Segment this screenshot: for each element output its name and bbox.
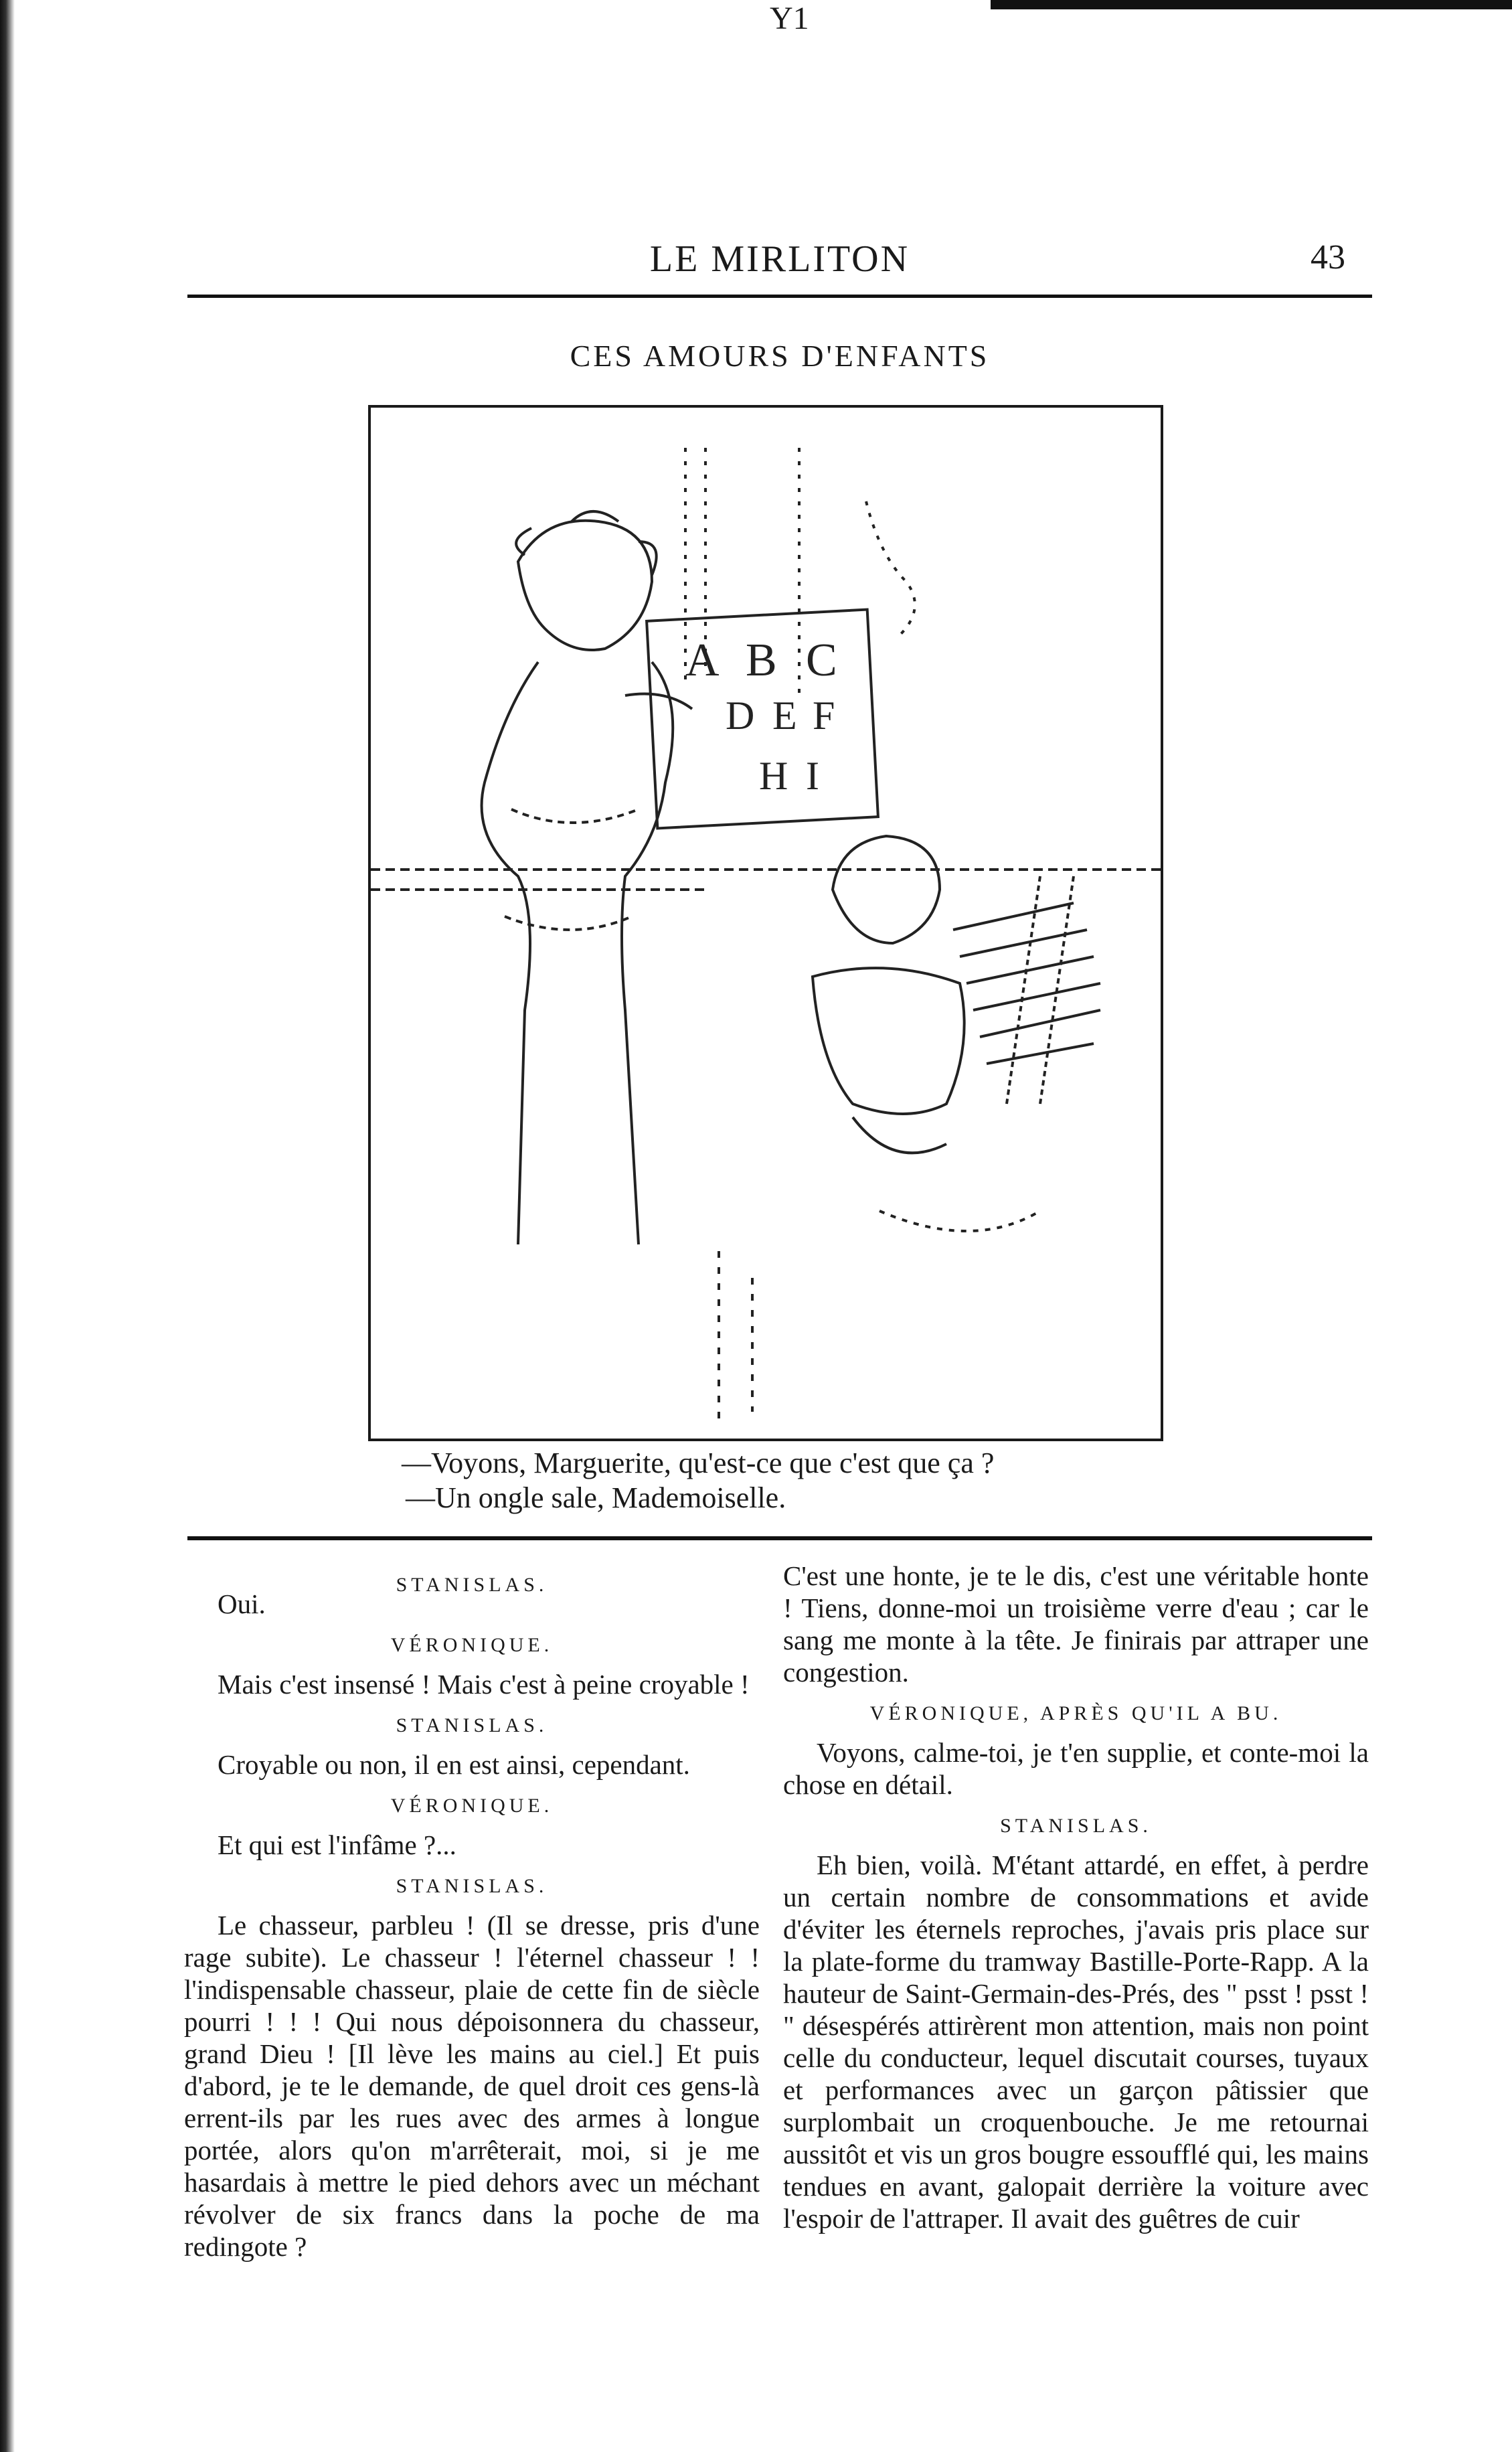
caption-line: —Un ongle sale, Mademoiselle.	[406, 1481, 786, 1514]
chart-letter-h: H	[759, 754, 788, 798]
speaker-name: VÉRONIQUE, APRÈS QU'IL A BU.	[869, 1702, 1282, 1724]
page-number: 43	[1311, 238, 1345, 276]
dialogue-paragraph: Croyable ou non, il en est ainsi, cependant.	[218, 1749, 690, 1780]
caption-line: —Voyons, Marguerite, qu'est-ce que c'est que ça ?	[402, 1447, 995, 1479]
dialogue-paragraph: Eh bien, voilà. M'étant attardé, en effet, à perdre un certain nombre de consommations et avide d'éviter les éternels reproches, j'avais pris place sur la plate-forme du tramway Bastille-Porte-Rapp. A la hauteur de Saint-Germain-des-Prés, des " psst ! psst ! " désespérés attirèrent mon attention, mais non point celle du conducteur, lequel discutait courses, tuyaux et performances avec un garçon pâtissier que surplombait un croquenbouche. Je me retournai aussitôt et vis un gros bougre essoufflé qui, les mains tendues en avant, galopait derrière la voiture avec l'espoir de l'attraper. Il avait des guêtres de cuir	[783, 1850, 1369, 2234]
chart-letter-i: I	[806, 754, 819, 798]
illustration-drawing	[371, 408, 1161, 1439]
speaker-name: STANISLAS.	[396, 1574, 548, 1596]
header-rule	[187, 295, 1372, 298]
chart-letter-c: C	[806, 635, 837, 686]
dialogue-paragraph: Mais c'est insensé ! Mais c'est à peine croyable !	[218, 1669, 750, 1700]
dialogue-paragraph: Le chasseur, parbleu ! (Il se dresse, pris d'une rage subite). Le chasseur ! l'éternel chasseur ! ! l'indispensable chasseur, plaie de cette fin de siècle pourri ! ! ! Qui nous dépoisonnera du chasseur, grand Dieu ! [Il lève les mains au ciel.] Et puis d'abord, je te le demande, de quel droit ces gens-là errent-ils par les rues avec des armes à longue portée, alors qu'on m'arrêterait, moi, si je me hasardais à mettre le pied dehors avec un méchant révolver de six francs dans la poche de ma redingote ?	[184, 1910, 760, 2262]
scan-edge	[0, 0, 15, 2452]
page-header	[187, 231, 1372, 291]
running-title: LE MIRLITON	[649, 238, 910, 280]
dialogue-paragraph: Et qui est l'infâme ?...	[218, 1829, 456, 1860]
speaker-name: STANISLAS.	[396, 1714, 548, 1736]
dialogue-paragraph: C'est une honte, je te le dis, c'est une véritable honte ! Tiens, donne-moi un troisième verre d'eau ; car le sang me monte à la tête. Je finirais par attraper une congestion.	[783, 1560, 1369, 1688]
top-rule	[991, 0, 1512, 9]
article-title: CES AMOURS D'ENFANTS	[570, 339, 990, 373]
chart-letter-f: F	[813, 693, 835, 738]
text-column-right	[783, 1560, 1369, 2234]
dialogue-paragraph: Voyons, calme-toi, je t'en supplie, et conte-moi la chose en détail.	[783, 1737, 1369, 1800]
speaker-name: VÉRONIQUE.	[390, 1634, 554, 1656]
dialogue-paragraph: Oui.	[218, 1588, 266, 1619]
illustration-caption	[402, 1446, 1205, 1516]
illustration	[368, 405, 1163, 1441]
chart-letter-e: E	[772, 693, 797, 738]
chart-letter-a: A	[685, 635, 720, 686]
chart-letter-b: B	[746, 635, 777, 686]
speaker-name: STANISLAS.	[396, 1875, 548, 1897]
caption-rule	[187, 1536, 1372, 1540]
speaker-name: VÉRONIQUE.	[390, 1795, 554, 1817]
speaker-name: STANISLAS.	[1000, 1815, 1152, 1837]
text-column-left	[184, 1560, 760, 2263]
top-mark: Y1	[770, 1, 809, 36]
chart-letter-d: D	[726, 693, 755, 738]
